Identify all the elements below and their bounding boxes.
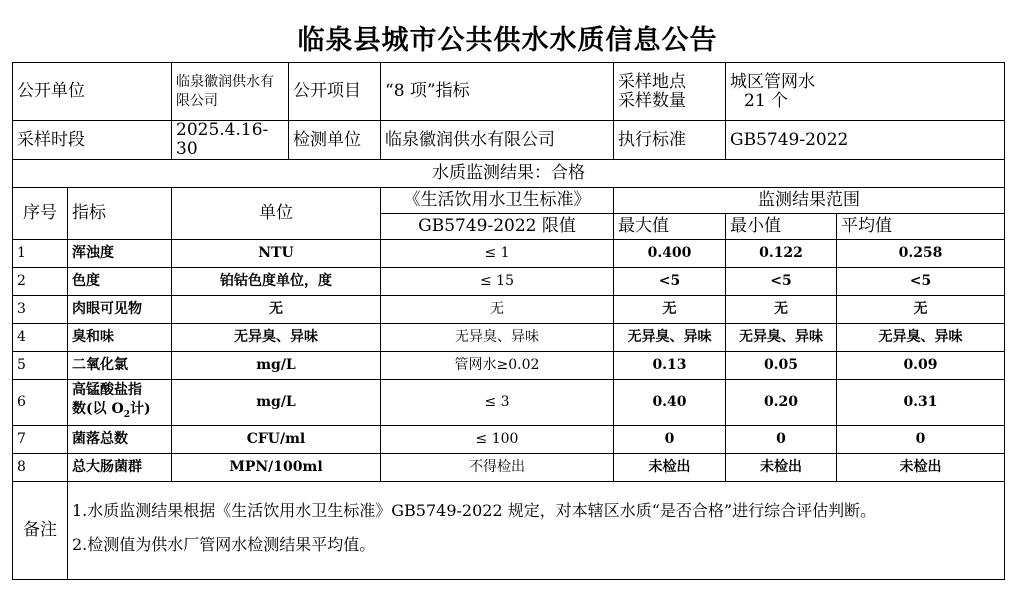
row-indicator: 浑浊度 [68,240,172,268]
row-max: 0.13 [614,352,726,380]
row-avg: 无 [837,296,1005,324]
water-quality-table [12,62,1005,580]
row-avg: 0.31 [837,380,1005,426]
col-range: 监测结果范围 [614,188,1005,214]
table-row [13,454,1005,482]
row-avg: 无异臭、异味 [837,324,1005,352]
row-min: <5 [726,268,837,296]
standard-value: GB5749-2022 [726,121,1005,160]
row-no: 8 [13,454,68,482]
row-limit: ≤ 3 [381,380,614,426]
row-indicator: 肉眼可见物 [68,296,172,324]
row-no: 6 [13,380,68,426]
row-min: 0.122 [726,240,837,268]
row-unit: CFU/ml [172,426,381,454]
notes-label: 备注 [13,482,68,580]
row-unit: NTU [172,240,381,268]
row-limit: 管网水≥0.02 [381,352,614,380]
row-no: 5 [13,352,68,380]
row-max: 0.40 [614,380,726,426]
row-max: 无异臭、异味 [614,324,726,352]
col-avg: 平均值 [837,214,1005,240]
row-avg: 0 [837,426,1005,454]
row-avg: 0.09 [837,352,1005,380]
row-indicator-line2-pre: 数(以 O [72,400,124,417]
header-row-1 [13,188,1005,214]
sample-place-count-label [614,63,726,121]
row-limit: 不得检出 [381,454,614,482]
row-max: 无 [614,296,726,324]
row-max: 未检出 [614,454,726,482]
standard-label: 执行标准 [614,121,726,160]
row-min: 无 [726,296,837,324]
row-min: 0 [726,426,837,454]
row-min: 无异臭、异味 [726,324,837,352]
result-banner: 水质监测结果：合格 [13,160,1005,188]
result-banner-row [13,160,1005,188]
row-unit: mg/L [172,380,381,426]
table-row [13,268,1005,296]
table-row [13,426,1005,454]
row-indicator-line2-post: 计) [129,400,151,417]
row-no: 3 [13,296,68,324]
publish-item-value: “8 项”指标 [381,63,614,121]
info-row-2 [13,121,1005,160]
table-row [13,296,1005,324]
notes-row [13,482,1005,580]
row-limit: 无 [381,296,614,324]
row-min: 0.05 [726,352,837,380]
sample-place-label: 采样地点 [618,71,686,92]
row-indicator: 二氧化氯 [68,352,172,380]
row-avg: 未检出 [837,454,1005,482]
notes-content [68,482,1005,580]
sample-place-value: 城区管网水 [730,71,815,92]
row-no: 7 [13,426,68,454]
note-line-1: 1.水质监测结果根据《生活饮用水卫生标准》GB5749-2022 规定，对本辖区水质“是否合格”进行综合评估判断。 [72,500,877,520]
row-min: 0.20 [726,380,837,426]
publish-unit-label: 公开单位 [13,63,172,121]
note-line-2: 2.检测值为供水厂管网水检测结果平均值。 [72,534,376,554]
row-limit: ≤ 15 [381,268,614,296]
row-no: 1 [13,240,68,268]
row-no: 2 [13,268,68,296]
row-indicator: 菌落总数 [68,426,172,454]
table-row [13,380,1005,426]
sample-count-label: 采样数量 [618,90,686,111]
col-no: 序号 [13,188,68,240]
row-limit: ≤ 1 [381,240,614,268]
row-max: 0 [614,426,726,454]
page-title: 临泉县城市公共供水水质信息公告 [297,25,718,56]
table-row [13,324,1005,352]
row-unit: 无异臭、异味 [172,324,381,352]
sample-period-label: 采样时段 [13,121,172,160]
row-limit: 无异臭、异味 [381,324,614,352]
row-indicator: 臭和味 [68,324,172,352]
col-max: 最大值 [614,214,726,240]
row-indicator-line2 [72,400,167,425]
row-limit: ≤ 100 [381,426,614,454]
row-min: 未检出 [726,454,837,482]
row-indicator: 色度 [68,268,172,296]
table-row [13,352,1005,380]
row-no: 4 [13,324,68,352]
row-avg: 0.258 [837,240,1005,268]
row-indicator-subscript: 2 [123,409,130,420]
row-unit: mg/L [172,352,381,380]
row-indicator [68,380,172,426]
col-standard-line2: GB5749-2022 限值 [381,214,614,240]
test-unit-value: 临泉徽润供水有限公司 [381,121,614,160]
row-unit: MPN/100ml [172,454,381,482]
col-indicator: 指标 [68,188,172,240]
sample-period-value: 2025.4.16-30 [172,121,289,160]
col-min: 最小值 [726,214,837,240]
row-indicator-line1: 高锰酸盐指 [72,381,142,398]
row-unit: 无 [172,296,381,324]
publish-unit-value: 临泉徽润供水有限公司 [172,63,289,121]
row-max: <5 [614,268,726,296]
col-unit: 单位 [172,188,381,240]
row-avg: <5 [837,268,1005,296]
publish-item-label: 公开项目 [289,63,381,121]
sample-count-value: 21 个 [744,90,789,111]
info-row-1 [13,63,1005,121]
row-unit: 铂钴色度单位，度 [172,268,381,296]
col-standard-line1: 《生活饮用水卫生标准》 [381,188,614,214]
row-max: 0.400 [614,240,726,268]
table-row [13,240,1005,268]
row-indicator: 总大肠菌群 [68,454,172,482]
test-unit-label: 检测单位 [289,121,381,160]
sample-place-count-value [726,63,1005,121]
